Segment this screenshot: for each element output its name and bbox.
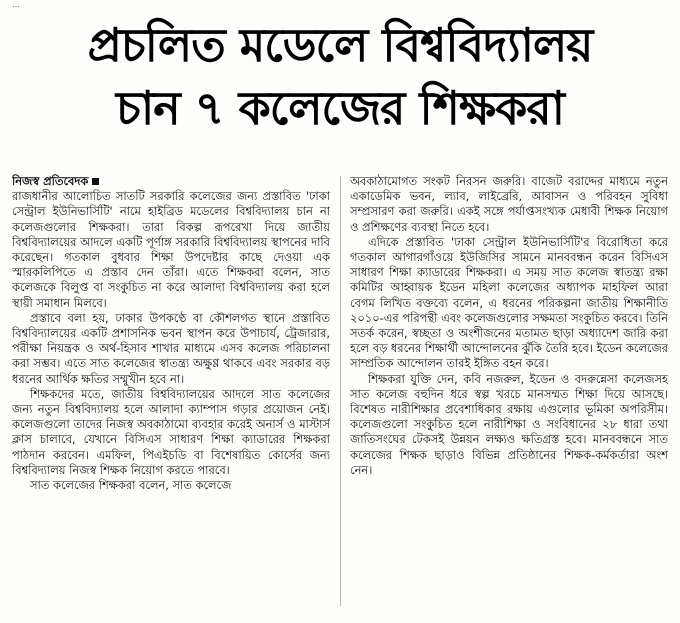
paragraph: এদিকে প্রস্তাবিত 'ঢাকা সেন্ট্রাল ইউনিভার্সিটি'র বিরোধিতা করে গতকাল আগারগাঁওয়ে ইউজিসির সামনে মানববন্ধন করেন বিসিএস সাধারণ শিক্ষা ক্যাডারের শিক্ষকরা। এ সময় সাত কলেজ স্বাতন্ত্র্য রক্ষা কমিটির আহ্বায়ক ইডেন মহিলা কলেজের অধ্যাপক মাহফিল আরা বেগম লিখিত বক্তব্যে বলেন, এ ধরনের পরিকল্পনা জাতীয় শিক্ষানীতি ২০১০-এর পরিপন্থী এবং কলেজগুলোর সক্ষমতা সংকুচিত করবে। তিনি সতর্ক করেন, স্বচ্ছতা ও অংশীজনের মতামত ছাড়া অধ্যাদেশ জারি করা হলে বড় ধরনের শিক্ষার্থী আন্দোলনের ঝুঁকি তৈরি হবে। ইডেন কলেজের সাম্প্রতিক আন্দোলন তারই ইঙ্গিত বহন করে। [350, 234, 668, 371]
article-column-1 [12, 174, 330, 614]
paragraph: শিক্ষকদের মতে, জাতীয় বিশ্ববিদ্যালয়ের আদলে সাত কলেজের জন্য নতুন বিশ্ববিদ্যালয় হলে আলাদা ক্যাম্পাস গড়ার প্রয়োজন নেই। কলেজগুলো তাদের নিজস্ব অবকাঠামো ব্যবহার করেই অনার্স ও মাস্টার্স ক্লাস চালাবে, যেখানে বিসিএস সাধারণ শিক্ষা ক্যাডারের শিক্ষকরা পাঠদান করবেন। এমফিল, পিএইচডি বা বিশেষায়িত কোর্সের জন্য বিশ্ববিদ্যালয় নিজস্ব শিক্ষক নিয়োগ করতে পারবে। [12, 386, 330, 477]
paragraph: অবকাঠামোগত সংকট নিরসন জরুরি। বাজেট বরাদ্দের মাধ্যমে নতুন একাডেমিক ভবন, ল্যাব, লাইব্রেরি, আবাসন ও পরিবহন সুবিধা সম্প্রসারণ করা জরুরি। একই সঙ্গে পর্যাপ্তসংখ্যক মেধাবী শিক্ষক নিয়োগ ও প্রশিক্ষণের ব্যবস্থা নিতে হবে। [350, 174, 668, 234]
paragraph: সাত কলেজের শিক্ষকরা বলেন, সাত কলেজে [30, 478, 232, 493]
paragraph: রাজধানীর আলোচিত সাতটি সরকারি কলেজের জন্য প্রস্তাবিত 'ঢাকা সেন্ট্রাল ইউনিভার্সিটি' নামে হাইব্রিড মডেলের বিশ্ববিদ্যালয় চান না কলেজগুলোর শিক্ষকরা। তারা বিকল্প রূপরেখা দিয়ে জাতীয় বিশ্ববিদ্যালয়ের আদলে একটি পূর্ণাঙ্গ সরকারি বিশ্ববিদ্যালয় স্থাপনের দাবি করেছেন। গতকাল বুধবার শিক্ষা উপদেষ্টার কাছে দেওয়া এক স্মারকলিপিতে এ প্রস্তাব দেন তাঁরা। এতে শিক্ষকরা বলেন, সাত কলেজকে বিলুপ্ত বা সংকুচিত না করে আলাদা বিশ্ববিদ্যালয় করা হলে স্থায়ী সমাধান মিলবে। [12, 189, 330, 310]
headline-line-1: প্রচলিত মডেলে বিশ্ববিদ্যালয় [87, 18, 593, 72]
paragraph: শিক্ষকরা যুক্তি দেন, কবি নজরুল, ইডেন ও বদরুন্নেসা কলেজসহ সাত কলেজ বহুদিন ধরে স্বল্প খরচে মানসম্মত শিক্ষা দিয়ে আসছে। বিশেষত নারীশিক্ষার প্রবেশাধিকার রক্ষায় এগুলোর ভূমিকা অপরিসীম। কলেজগুলো সংকুচিত হলে নারীশিক্ষা ও সংবিধানের ২৮ ধারা তথা জাতিসংঘের টেকসই উন্নয়ন লক্ষ্যও ক্ষতিগ্রস্ত হবে। মানববন্ধনে সাত কলেজের শিক্ষক ছাড়াও বিভিন্ন প্রতিষ্ঠানের শিক্ষক-কর্মকর্তারা অংশ নেন। [350, 371, 668, 477]
article-headline [0, 14, 680, 140]
page-header-strip: … [12, 0, 21, 9]
article-column-2 [350, 174, 668, 614]
paragraph: প্রস্তাবে বলা হয়, ঢাকার উপকণ্ঠে বা কৌশলগত স্থানে প্রস্তাবিত বিশ্ববিদ্যালয়ের একটি প্রশাসনিক ভবন স্থাপন করে উপাচার্য, ট্রেজারার, পরীক্ষা নিয়ন্ত্রক ও অর্থ-হিসাব শাখার মাধ্যমে এসব কলেজ পরিচালনা করা সম্ভব। এতে সাত কলেজের স্বাতন্ত্র্য অক্ষুণ্ণ থাকবে এবং সরকার বড় ধরনের আর্থিক ক্ষতির সম্মুখীন হবে না। [12, 310, 330, 386]
byline [12, 174, 330, 189]
byline-marker [92, 178, 99, 185]
byline-text: নিজস্ব প্রতিবেদক [12, 174, 89, 188]
article-body [12, 174, 668, 614]
headline-line-2: চান ৭ কলেজের শিক্ষকরা [116, 81, 564, 135]
